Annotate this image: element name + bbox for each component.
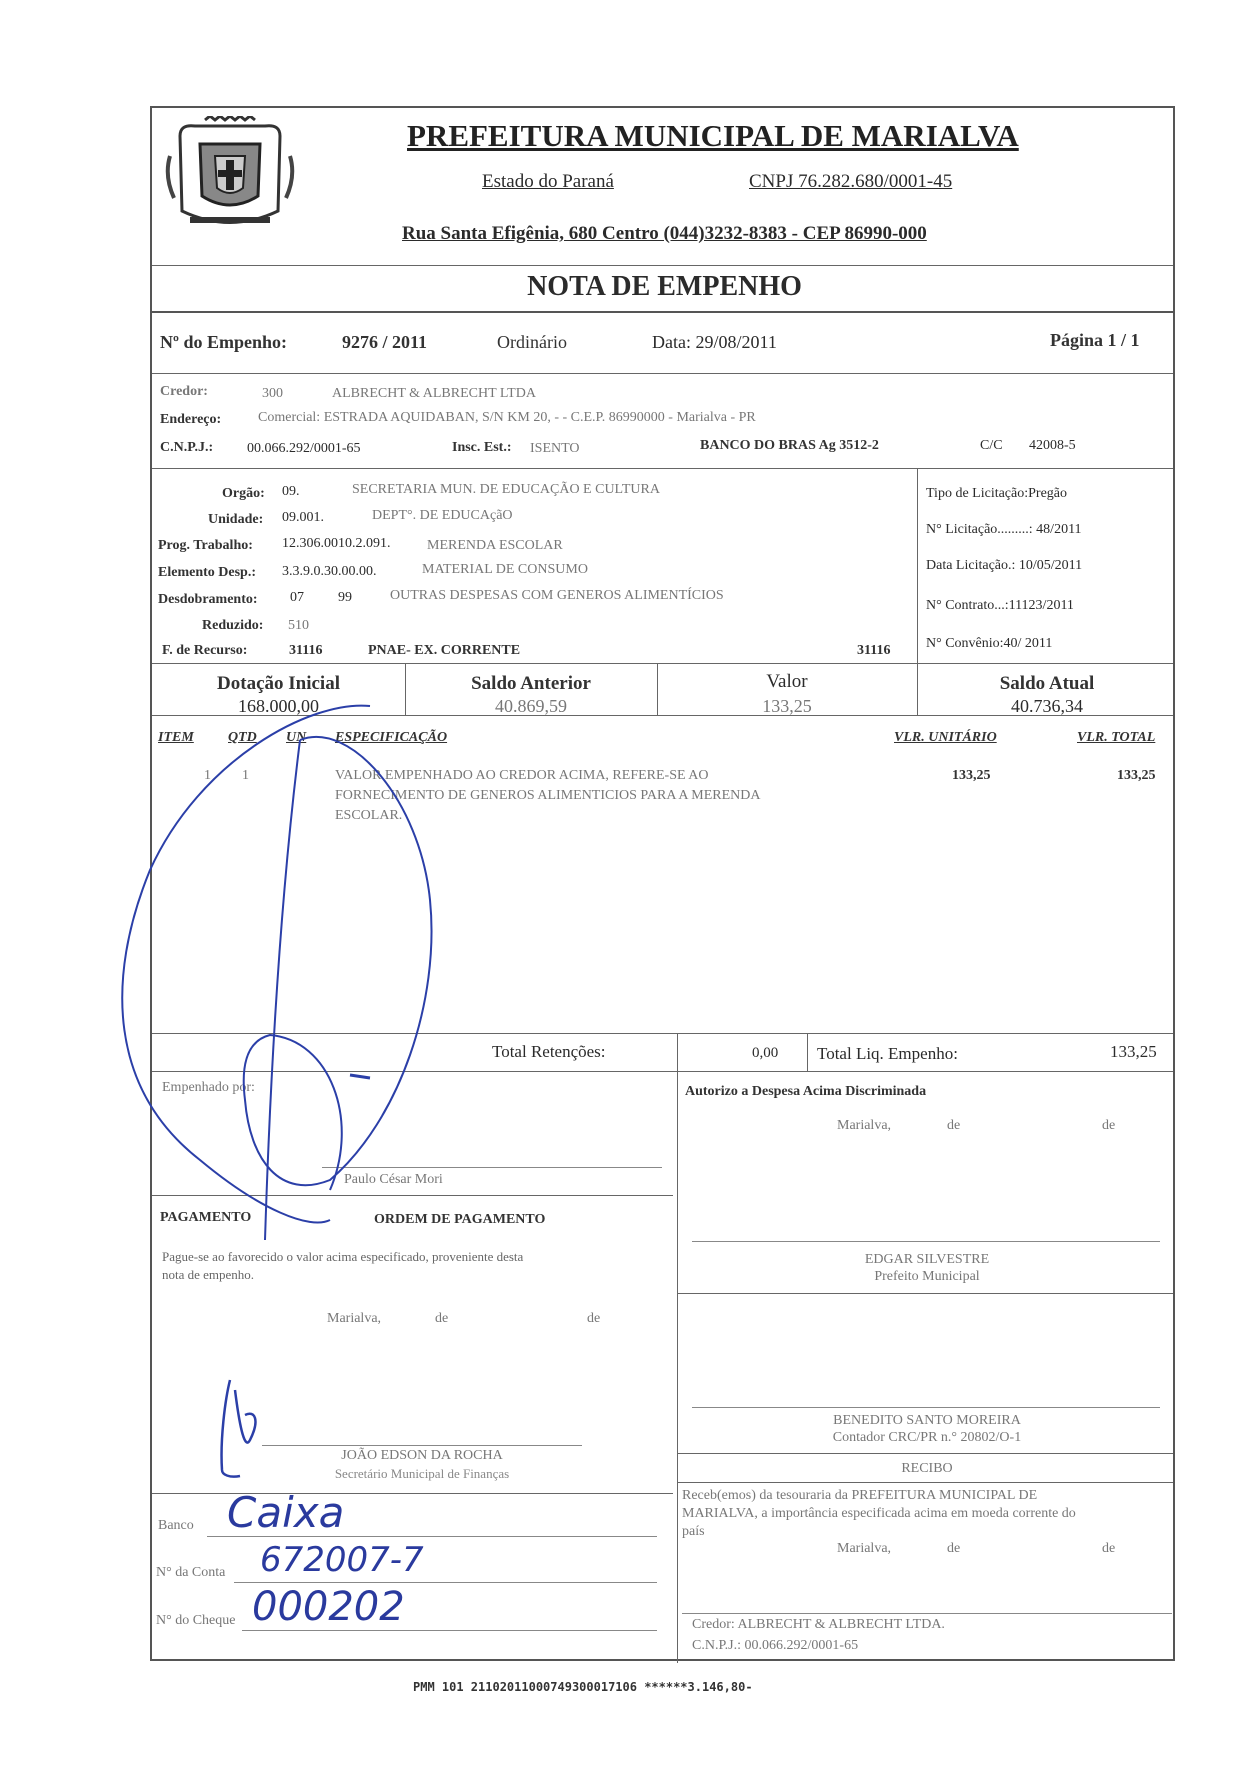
reduz-value: 510 xyxy=(288,618,309,633)
item-spec-line1: VALOR EMPENHADO AO CREDOR ACIMA, REFERE-SE AO xyxy=(335,768,709,783)
cheque-value: 000202 xyxy=(252,1584,405,1630)
desd-label: Desdobramento: xyxy=(158,592,258,607)
desd-code: 07 xyxy=(290,590,304,605)
col-vlr-total: VLR. TOTAL xyxy=(1077,730,1156,745)
pagamento-signer-name: JOÃO EDSON DA ROCHA xyxy=(341,1448,503,1463)
orgao-code: 09. xyxy=(282,484,300,499)
pagamento-de2: de xyxy=(587,1311,601,1326)
col-especificacao: ESPECIFICAÇÃO xyxy=(335,730,448,745)
bank-info: BANCO DO BRAS Ag 3512-2 xyxy=(700,438,879,453)
elem-code: 3.3.9.0.30.00.00. xyxy=(282,564,377,579)
orgao-label: Orgão: xyxy=(222,486,265,501)
reduz-label: Reduzido: xyxy=(202,618,264,633)
banco-value: Caixa xyxy=(227,1488,345,1537)
desd-sub: 99 xyxy=(338,590,352,605)
state-name: Estado do Paraná xyxy=(482,171,614,192)
conta-value: 672007-7 xyxy=(260,1540,424,1580)
licitacao-contrato: N° Contrato...:11123/2011 xyxy=(926,598,1074,613)
page-number: Página 1 / 1 xyxy=(1050,330,1140,350)
dotacao-label: Dotação Inicial xyxy=(217,673,340,694)
licitacao-numero: N° Licitação.........: 48/2011 xyxy=(926,522,1082,537)
credor-cnpj: 00.066.292/0001-65 xyxy=(247,441,361,456)
item-spec-line2: FORNECIMENTO DE GENEROS ALIMENTICIOS PARA A MERENDA xyxy=(335,788,761,803)
empenho-label: Nº do Empenho: xyxy=(160,332,287,352)
saldo-anterior-value: 40.869,59 xyxy=(495,696,567,716)
cnpj-header: CNPJ 76.282.680/0001-45 xyxy=(749,171,953,192)
licitacao-tipo: Tipo de Licitação:Pregão xyxy=(926,486,1068,501)
address-header: Rua Santa Efigênia, 680 Centro (044)3232-8383 - CEP 86990-000 xyxy=(402,223,927,244)
unidade-label: Unidade: xyxy=(208,512,264,527)
elem-label: Elemento Desp.: xyxy=(158,565,256,580)
recurso-name: PNAE- EX. CORRENTE xyxy=(368,643,521,658)
col-un: UN xyxy=(286,730,307,745)
ordem-pagamento-label: ORDEM DE PAGAMENTO xyxy=(374,1212,546,1227)
recibo-cnpj: C.N.P.J.: 00.066.292/0001-65 xyxy=(692,1638,859,1653)
prefeito-role: Prefeito Municipal xyxy=(874,1269,980,1284)
prog-code: 12.306.0010.2.091. xyxy=(282,536,391,551)
credor-code: 300 xyxy=(262,386,283,401)
recibo-de1: de xyxy=(947,1541,961,1556)
empenhado-name: Paulo César Mori xyxy=(344,1172,443,1187)
col-vlr-unitario: VLR. UNITÁRIO xyxy=(894,730,997,745)
conta-label: N° da Conta xyxy=(156,1565,226,1580)
recibo-credor: Credor: ALBRECHT & ALBRECHT LTDA. xyxy=(692,1617,945,1632)
recurso-label: F. de Recurso: xyxy=(162,643,248,658)
recibo-text2: MARIALVA, a importância especificada acima em moeda corrente do xyxy=(682,1506,1076,1521)
liq-label: Total Liq. Empenho: xyxy=(817,1044,958,1063)
recibo-text1: Receb(emos) da tesouraria da PREFEITURA MUNICIPAL DE xyxy=(682,1488,1038,1503)
pagamento-city: Marialva, xyxy=(327,1311,382,1326)
municipality-title: PREFEITURA MUNICIPAL DE MARIALVA xyxy=(407,118,1019,153)
valor-value: 133,25 xyxy=(762,696,812,716)
prefeito-name: EDGAR SILVESTRE xyxy=(864,1252,990,1267)
liq-value: 133,25 xyxy=(1110,1042,1157,1061)
autorizo-de2: de xyxy=(1102,1118,1116,1133)
col-item: ITEM xyxy=(158,730,194,745)
saldo-anterior-label: Saldo Anterior xyxy=(471,673,591,694)
cc-value: 42008-5 xyxy=(1029,438,1076,453)
desd-name: OUTRAS DESPESAS COM GENEROS ALIMENTÍCIOS xyxy=(390,588,724,603)
pagamento-text2: nota de empenho. xyxy=(162,1267,255,1282)
orgao-name: SECRETARIA MUN. DE EDUCAÇÃO E CULTURA xyxy=(352,482,660,497)
credor-label: Credor: xyxy=(160,384,208,399)
item-spec-line3: ESCOLAR. xyxy=(335,808,403,823)
saldo-atual-value: 40.736,34 xyxy=(1011,696,1083,716)
recurso-code-right: 31116 xyxy=(857,643,891,658)
retencoes-label: Total Retenções: xyxy=(492,1042,606,1061)
nota-de-empenho-document xyxy=(150,106,1175,1661)
banco-label: Banco xyxy=(158,1518,194,1533)
empenho-date: Data: 29/08/2011 xyxy=(652,332,777,352)
unidade-code: 09.001. xyxy=(282,510,324,525)
footer-code: PMM 101 21102011000749300017106 ******3.146,80- xyxy=(413,1680,753,1694)
contador-name: BENEDITO SANTO MOREIRA xyxy=(833,1413,1021,1428)
recibo-text3: país xyxy=(682,1524,705,1539)
recurso-code: 31116 xyxy=(289,643,323,658)
recibo-city: Marialva, xyxy=(837,1541,892,1556)
contador-role: Contador CRC/PR n.° 20802/O-1 xyxy=(832,1430,1022,1445)
valor-label: Valor xyxy=(766,671,808,692)
autorizo-city: Marialva, xyxy=(837,1118,892,1133)
retencoes-value: 0,00 xyxy=(752,1045,779,1061)
insc-value: ISENTO xyxy=(530,441,580,456)
pagamento-text1: Pague-se ao favorecido o valor acima especificado, proveniente desta xyxy=(162,1249,524,1264)
pagamento-signer-role: Secretário Municipal de Finanças xyxy=(334,1466,510,1481)
autorizo-de1: de xyxy=(947,1118,961,1133)
cc-label: C/C xyxy=(980,438,1003,453)
unidade-name: DEPT°. DE EDUCAçãO xyxy=(372,508,513,523)
doc-title: NOTA DE EMPENHO xyxy=(527,271,802,302)
prog-name: MERENDA ESCOLAR xyxy=(427,538,563,553)
item-number: 1 xyxy=(204,768,211,783)
empenhado-label: Empenhado por: xyxy=(162,1080,255,1095)
credor-name: ALBRECHT & ALBRECHT LTDA xyxy=(332,386,536,401)
pagamento-de1: de xyxy=(435,1311,449,1326)
item-unit-value: 133,25 xyxy=(952,768,991,783)
licitacao-data: Data Licitação.: 10/05/2011 xyxy=(926,558,1083,573)
saldo-atual-label: Saldo Atual xyxy=(999,673,1095,694)
cnpj-label: C.N.P.J.: xyxy=(160,440,214,455)
item-total-value: 133,25 xyxy=(1117,768,1156,783)
autorizo-label: Autorizo a Despesa Acima Discriminada xyxy=(685,1084,927,1099)
dotacao-value: 168.000,00 xyxy=(238,696,319,716)
prog-label: Prog. Trabalho: xyxy=(158,538,253,553)
pagamento-label: PAGAMENTO xyxy=(160,1210,252,1225)
col-qtd: QTD xyxy=(228,730,257,745)
licitacao-convenio: N° Convênio:40/ 2011 xyxy=(926,636,1053,651)
empenho-type: Ordinário xyxy=(497,332,567,352)
coat-of-arms-icon xyxy=(160,116,300,236)
address-label: Endereço: xyxy=(160,412,222,427)
empenho-number: 9276 / 2011 xyxy=(342,332,428,352)
item-qtd: 1 xyxy=(242,768,249,783)
insc-label: Insc. Est.: xyxy=(452,440,512,455)
cheque-label: N° do Cheque xyxy=(156,1613,236,1628)
recibo-label: RECIBO xyxy=(901,1461,953,1476)
elem-name: MATERIAL DE CONSUMO xyxy=(422,562,588,577)
recibo-de2: de xyxy=(1102,1541,1116,1556)
credor-address: Comercial: ESTRADA AQUIDABAN, S/N KM 20, - - C.E.P. 86990000 - Marialva - PR xyxy=(258,410,756,425)
